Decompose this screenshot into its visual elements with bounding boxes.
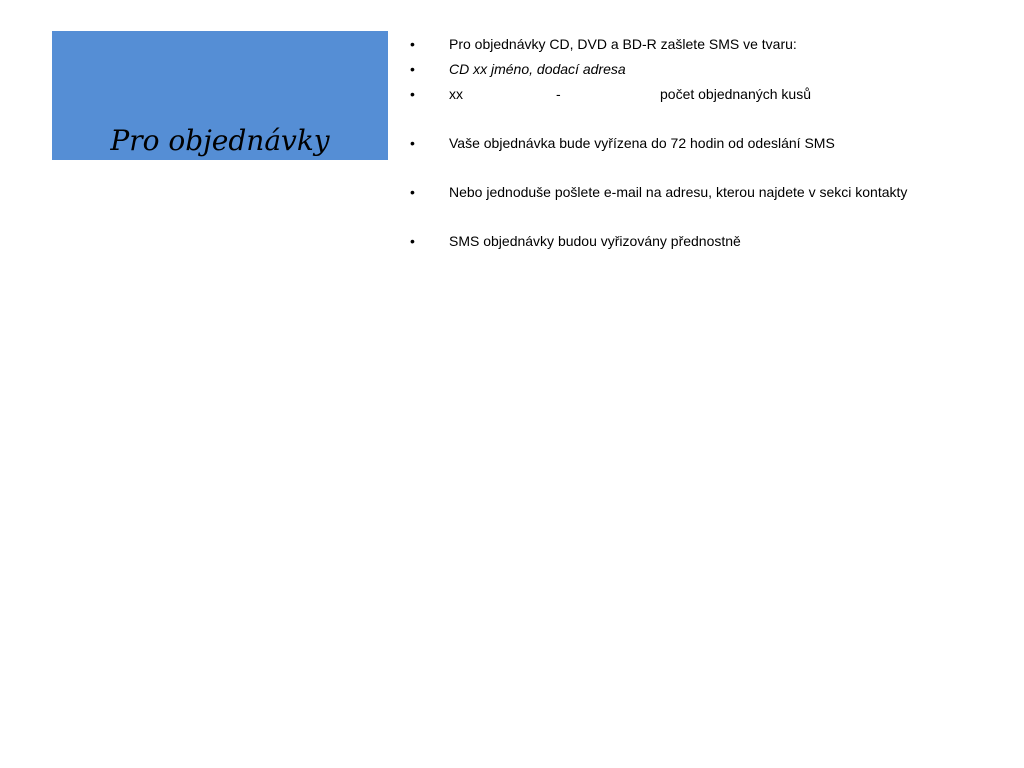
title-box bbox=[52, 31, 388, 160]
bullet-icon: • bbox=[410, 61, 415, 77]
bullet-icon: • bbox=[410, 135, 415, 151]
bullet-text: SMS objednávky budou vyřizovány přednostně bbox=[449, 233, 741, 249]
bullet-col-1: xx bbox=[449, 86, 463, 102]
bullet-text: Vaše objednávka bude vyřízena do 72 hodin od odeslání SMS bbox=[449, 135, 835, 151]
bullet-col-2: - bbox=[556, 86, 561, 102]
bullet-text: Nebo jednoduše pošlete e-mail na adresu, kterou najdete v sekci kontakty bbox=[449, 184, 908, 200]
bullet-icon: • bbox=[410, 233, 415, 249]
bullet-icon: • bbox=[410, 184, 415, 200]
bullet-col-3: počet objednaných kusů bbox=[660, 86, 811, 102]
bullet-text-row bbox=[449, 86, 811, 102]
bullet-icon: • bbox=[410, 86, 415, 102]
bullet-text: CD xx jméno, dodací adresa bbox=[449, 61, 626, 77]
bullet-text: Pro objednávky CD, DVD a BD-R zašlete SMS ve tvaru: bbox=[449, 36, 797, 52]
slide-title: Pro objednávky bbox=[110, 124, 330, 157]
bullet-icon: • bbox=[410, 36, 415, 52]
